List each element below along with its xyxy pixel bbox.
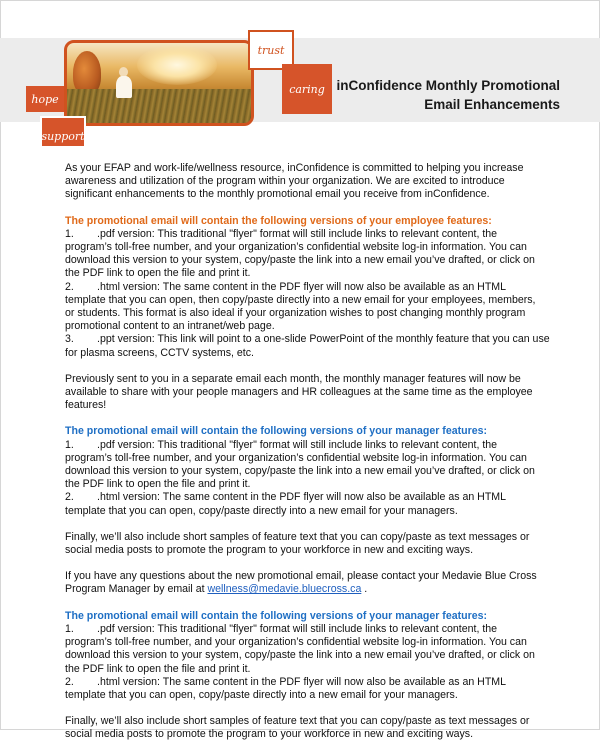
paragraph-line: social media posts to promote the program to your workforce in new and exciting ways. (65, 544, 474, 557)
caring-label: caring (289, 82, 325, 96)
item-line: download this version to your system, copy/paste the link into a new email you’ve drafted, or click on (65, 254, 535, 267)
header-photo (64, 40, 254, 126)
title-line-1: inConfidence Monthly Promotional (336, 78, 560, 93)
paragraph-line: Finally, we’ll also include short samples of feature text that you can copy/paste as text messages or (65, 715, 530, 728)
item-line: template that you can open, then copy/paste directly into a new email for your employees, members, (65, 293, 536, 306)
previously-paragraph (65, 373, 537, 413)
item-line: .html version: The same content in the PDF flyer will now also be available as an HTML (97, 675, 507, 688)
list-item (65, 623, 537, 676)
finally-paragraph-repeat (65, 715, 537, 741)
item-line: .html version: The same content in the PDF flyer will now also be available as an HTML (97, 491, 507, 504)
hope-label: hope (31, 92, 59, 106)
manager-features-heading: The promotional email will contain the following versions of your manager features: (65, 609, 488, 622)
item-line: the PDF link to open the file and print it. (65, 267, 251, 280)
paragraph-line: Previously sent to you in a separate email each month, the monthly manager features will now be (65, 372, 521, 385)
item-line: template that you can open, copy/paste directly into a new email for your managers. (65, 504, 458, 517)
contact-suffix: . (364, 583, 368, 596)
paragraph-line: available to share with your people managers and HR colleagues at the same time as the employee (65, 386, 533, 399)
item-number: 2. (65, 280, 74, 293)
intro-line: As your EFAP and work-life/wellness resource, inConfidence is committed to helping you increase (65, 162, 524, 174)
caring-square (282, 64, 332, 114)
item-line: .ppt version: This link will point to a one-slide PowerPoint of the monthly feature that you can use (97, 333, 550, 346)
item-line: program’s toll-free number, and your organization’s confidential website log-in information. You can (65, 451, 527, 464)
manager-features-section-repeat (65, 610, 537, 702)
item-line: .html version: The same content in the PDF flyer will now also be available as an HTML (97, 280, 507, 293)
item-number: 1. (65, 227, 74, 240)
manager-features-heading: The promotional email will contain the following versions of your manager features: (65, 425, 488, 438)
intro-paragraph (65, 162, 537, 202)
paragraph-line (65, 583, 537, 596)
hope-square (26, 86, 64, 112)
support-label: support (41, 130, 85, 143)
intro-line: significant enhancements to the monthly promotional email you receive from inConfidence. (65, 188, 490, 201)
child-body (116, 76, 132, 98)
item-number: 3. (65, 333, 74, 346)
list-item (65, 333, 550, 359)
list-item (65, 228, 537, 281)
list-item (65, 676, 537, 702)
contact-prefix: Program Manager by email at (65, 583, 205, 596)
contact-email-link[interactable]: wellness@medavie.bluecross.ca (207, 583, 362, 596)
item-line: .pdf version: This traditional "flyer" format will still include links to relevant content, the (97, 438, 498, 451)
item-line: or students. This format is also ideal if your organization wishes to post changing monthly program (65, 307, 526, 320)
item-number: 2. (65, 491, 74, 504)
item-line: the PDF link to open the file and print it. (65, 662, 251, 675)
item-line: the PDF link to open the file and print it. (65, 478, 251, 491)
contact-paragraph (65, 570, 537, 596)
trust-label: trust (257, 43, 285, 57)
sun-glow (137, 45, 217, 85)
item-number: 1. (65, 622, 74, 635)
item-number: 1. (65, 438, 74, 451)
list-item (65, 439, 537, 492)
document-title (330, 76, 560, 114)
paragraph-line: features! (65, 399, 107, 412)
item-line: .pdf version: This traditional "flyer" format will still include links to relevant content, the (97, 227, 498, 240)
item-number: 2. (65, 675, 74, 688)
intro-line: awareness and utilization of the program within your organization. We are excited to introduce (65, 175, 505, 188)
item-line: promotional content to an intranet/web page. (65, 320, 275, 333)
support-square (40, 116, 86, 148)
item-line: template that you can open, copy/paste directly into a new email for your managers. (65, 688, 458, 701)
employee-features-heading: The promotional email will contain the following versions of your employee features: (65, 214, 492, 227)
employee-features-section (65, 214, 550, 360)
document-body (65, 162, 550, 755)
title-line-2: Email Enhancements (424, 97, 560, 112)
item-line: for plasma screens, CCTV systems, etc. (65, 346, 254, 359)
item-line: download this version to your system, copy/paste the link into a new email you’ve drafted, or click on (65, 465, 535, 478)
item-line: download this version to your system, copy/paste the link into a new email you’ve drafted, or click on (65, 649, 535, 662)
paragraph-line: Finally, we’ll also include short samples of feature text that you can copy/paste as text messages or (65, 530, 530, 543)
manager-features-section (65, 425, 537, 517)
wheat-field (67, 89, 251, 123)
paragraph-line: social media posts to promote the program to your workforce in new and exciting ways. (65, 728, 474, 741)
list-item (65, 491, 537, 517)
item-line: program’s toll-free number, and your organization’s confidential website log-in information. You can (65, 636, 527, 649)
paragraph-line: If you have any questions about the new promotional email, please contact your Medavie Blue Cross (65, 570, 537, 583)
finally-paragraph (65, 531, 537, 557)
item-line: program’s toll-free number, and your organization’s confidential website log-in information. You can (65, 241, 527, 254)
list-item (65, 281, 537, 334)
item-line: .pdf version: This traditional "flyer" format will still include links to relevant content, the (97, 622, 498, 635)
